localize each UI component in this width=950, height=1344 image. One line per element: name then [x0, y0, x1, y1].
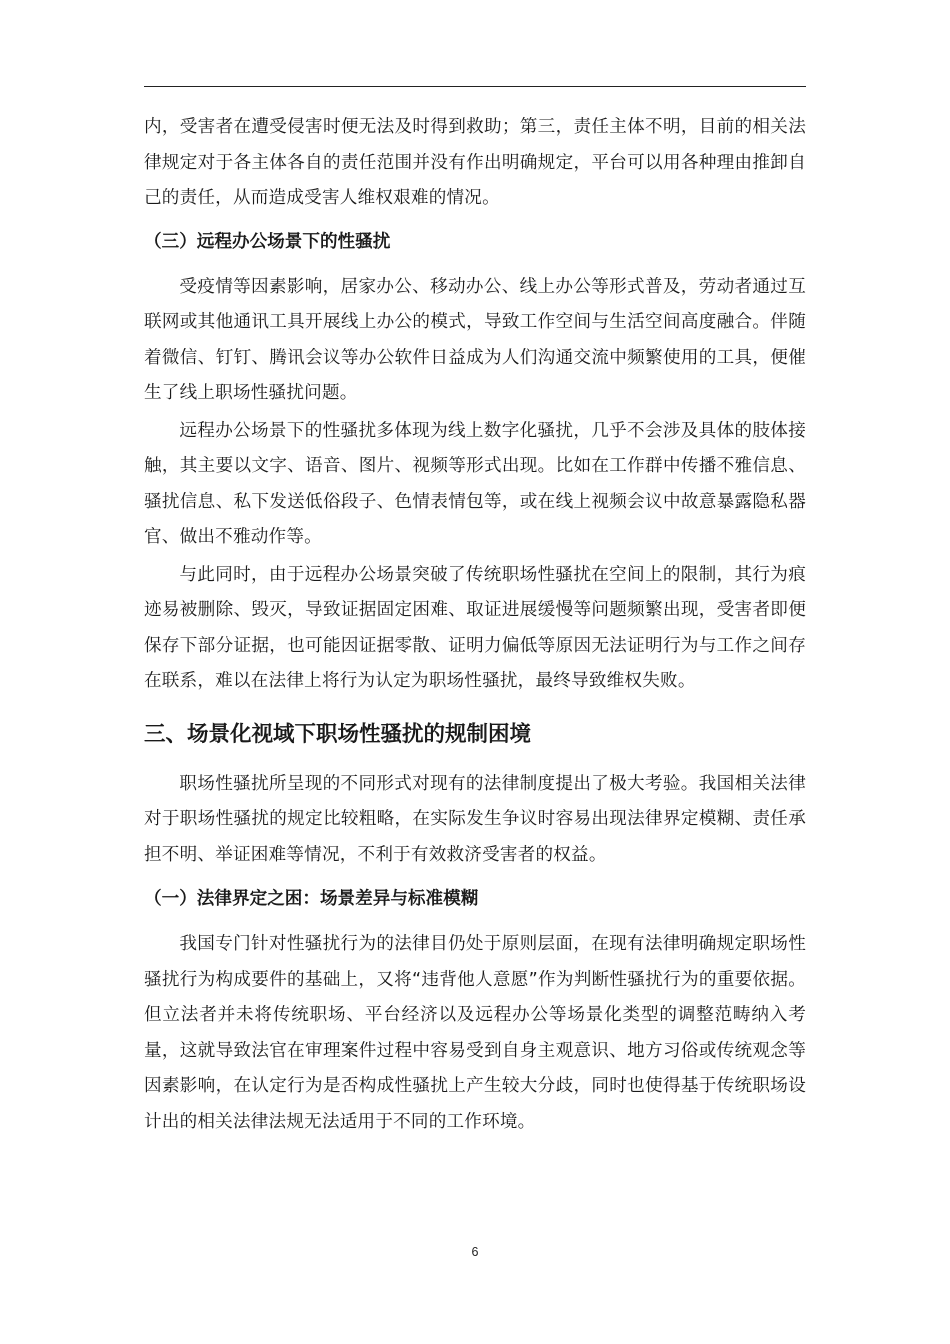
section-heading-3: 三、场景化视域下职场性骚扰的规制困境	[144, 721, 532, 747]
paragraph-remote-3: 与此同时，由于远程办公场景突破了传统职场性骚扰在空间上的限制，其行为痕迹易被删除、毁灭，导致证据固定困难、取证进展缓慢等问题频繁出现，受害者即便保存下部分证据，也可能因证据零散、证明力偏低等原因无法证明行为与工作之间存在联系，难以在法律上将行为认定为职场性骚扰，最终导致维权失败。	[144, 564, 806, 691]
paragraph-continued: 内，受害者在遭受侵害时便无法及时得到救助；第三，责任主体不明，目前的相关法律规定对于各主体各自的责任范围并没有作出明确规定，平台可以用各种理由推卸自己的责任，从而造成受害人维权艰难的情况。	[144, 117, 806, 208]
subheading-remote-office: （三）远程办公场景下的性骚扰	[144, 231, 391, 252]
document-body	[144, 110, 806, 1140]
paragraph-remote-2: 远程办公场景下的性骚扰多体现为线上数字化骚扰，几乎不会涉及具体的肢体接触，其主要以文字、语音、图片、视频等形式出现。比如在工作群中传播不雅信息、骚扰信息、私下发送低俗段子、色情表情包等，或在线上视频会议中故意暴露隐私器官、做出不雅动作等。	[144, 420, 806, 547]
header-rule	[144, 86, 806, 87]
paragraph-section3: 职场性骚扰所呈现的不同形式对现有的法律制度提出了极大考验。我国相关法律对于职场性骚扰的规定比较粗略，在实际发生争议时容易出现法律界定模糊、责任承担不明、举证困难等情况，不利于有效救济受害者的权益。	[144, 773, 806, 865]
subheading-legal-definition: （一）法律界定之困：场景差异与标准模糊	[144, 889, 479, 909]
page-number: 6	[471, 1245, 479, 1259]
paragraph-remote-1: 受疫情等因素影响，居家办公、移动办公、线上办公等形式普及，劳动者通过互联网或其他通讯工具开展线上办公的模式，导致工作空间与生活空间高度融合。伴随着微信、钉钉、腾讯会议等办公软件日益成为人们沟通交流中频繁使用的工具，便催生了线上职场性骚扰问题。	[144, 276, 806, 403]
paragraph-legal: 我国专门针对性骚扰行为的法律目仍处于原则层面，在现有法律明确规定职场性骚扰行为构成要件的基础上，又将“违背他人意愿”作为判断性骚扰行为的重要依据。但立法者并未将传统职场、平台经济以及远程办公等场景化类型的调整范畴纳入考量，这就导致法官在审理案件过程中容易受到自身主观意识、地方习俗或传统观念等因素影响，在认定行为是否构成性骚扰上产生较大分歧，同时也使得基于传统职场设计出的相关法律法规无法适用于不同的工作环境。	[144, 934, 806, 1132]
